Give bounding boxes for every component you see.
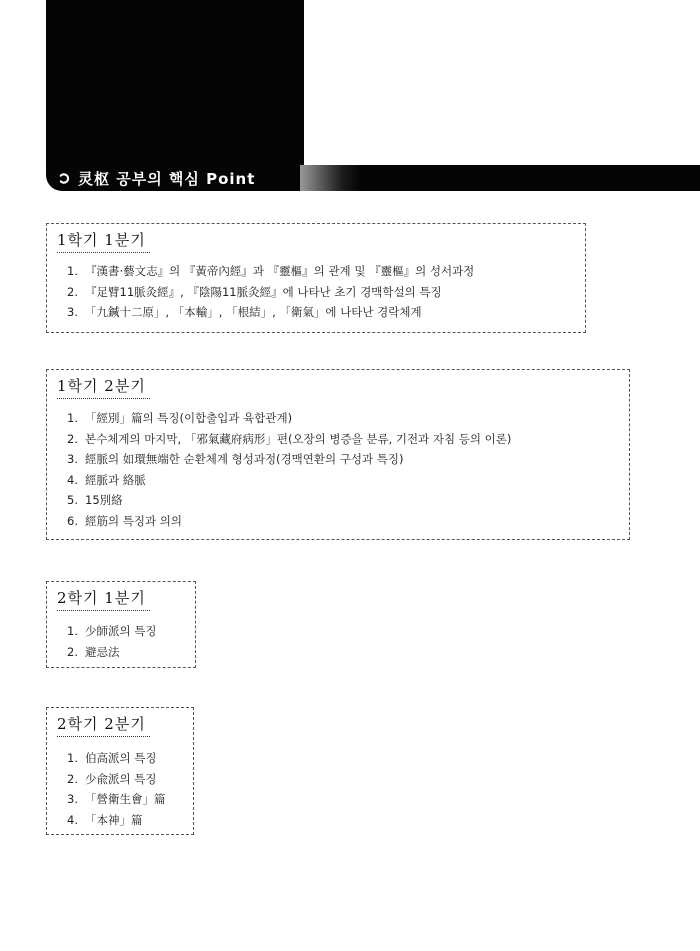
black-corner-block xyxy=(46,0,304,191)
list-item: 1. 伯高派의 특징 xyxy=(67,751,157,765)
item-list xyxy=(67,621,156,662)
item-list xyxy=(67,408,511,531)
list-item: 2. 避忌法 xyxy=(67,644,120,659)
list-item: 2. 본수체계의 마지막, 「邪氣藏府病形」편(오장의 병증을 분류, 기전과 자침 등의 이론) xyxy=(67,431,512,446)
section-box-term1-q2 xyxy=(46,369,630,540)
list-item: 3. 「九鍼十二原」, 「本輸」, 「根結」, 「衛氣」에 나타난 경락체계 xyxy=(67,305,422,319)
section-box-term1-q1 xyxy=(46,223,586,333)
list-item: 2. 少兪派의 특징 xyxy=(67,771,157,786)
section-title: 1학기 2분기 xyxy=(57,377,146,395)
list-item: 1. 「經別」篇의 특징(이합출입과 육합관계) xyxy=(67,411,293,425)
section-header xyxy=(58,166,255,190)
header-bar xyxy=(300,165,700,191)
list-item: 3. 經脈의 如環無端한 순환체계 형성과정(경맥연환의 구성과 특징) xyxy=(67,452,404,466)
item-list xyxy=(67,261,474,323)
list-item: 6. 經筋의 특징과 의의 xyxy=(67,513,182,528)
list-item: 3. 「營衛生會」篇 xyxy=(67,792,166,806)
section-title: 2학기 2분기 xyxy=(57,715,146,733)
section-title: 1학기 1분기 xyxy=(57,231,146,249)
list-item: 4. 經脈과 絡脈 xyxy=(67,472,146,487)
page-title: 灵枢 공부의 핵심 Point xyxy=(78,169,256,188)
list-item: 2. 『足臂11脈灸經』, 『陰陽11脈灸經』에 나타난 초기 경맥학설의 특징 xyxy=(67,284,442,299)
list-item: 4. 「本神」篇 xyxy=(67,812,143,827)
list-item: 5. 15別絡 xyxy=(67,493,123,507)
hook-arrow-icon xyxy=(58,172,71,185)
section-box-term2-q2 xyxy=(46,707,194,835)
header-bar-texture xyxy=(300,165,360,191)
item-list xyxy=(67,748,166,830)
section-box-term2-q1 xyxy=(46,581,196,668)
list-item: 1. 少師派의 특징 xyxy=(67,624,157,638)
list-item: 1. 『漢書·藝文志』의 『黃帝內經』과 『靈樞』의 관계 및 『靈樞』의 성서과정 xyxy=(67,264,475,278)
section-title: 2학기 1분기 xyxy=(57,589,146,607)
